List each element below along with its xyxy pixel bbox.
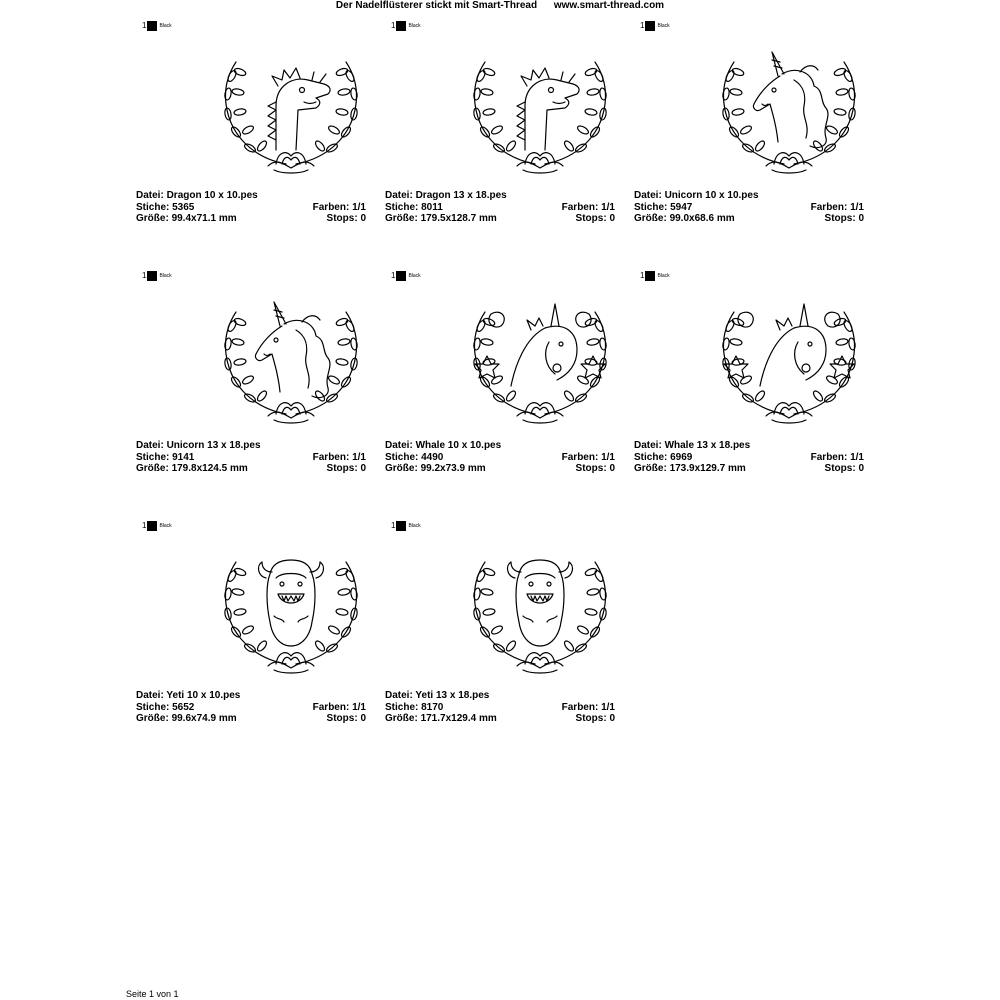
unicorn-icon	[216, 296, 366, 426]
stitch-count: 6969	[670, 451, 693, 463]
color-name: Black	[159, 22, 172, 29]
color-name: Black	[657, 22, 670, 29]
file-name: Whale 10 x 10.pes	[415, 440, 502, 451]
design-card-unicorn-13x18	[136, 270, 366, 485]
color-square	[147, 21, 157, 31]
whale-icon	[714, 296, 864, 426]
color-square	[396, 21, 406, 31]
color-swatch	[391, 270, 421, 282]
stop-count: 0	[858, 213, 864, 224]
design-size: 99.6x74.9 mm	[171, 713, 237, 724]
stop-count: 0	[609, 463, 615, 474]
file-name: Yeti 13 x 18.pes	[415, 690, 490, 701]
file-name: Yeti 10 x 10.pes	[166, 690, 241, 701]
color-square	[147, 521, 157, 531]
color-name: Black	[159, 272, 172, 279]
color-swatch	[391, 520, 421, 532]
color-name: Black	[408, 522, 421, 529]
color-number: 1	[640, 21, 645, 30]
color-count: 1/1	[850, 451, 864, 463]
color-number: 1	[142, 21, 147, 30]
color-number: 1	[391, 521, 396, 530]
color-name: Black	[408, 22, 421, 29]
color-square	[645, 271, 655, 281]
design-info: Datei: Unicorn 10 x 10.pes Stiche: 5947 Farben: 1/1 Größe: 99.0x68.6 mm Stops: 0	[634, 190, 864, 224]
stop-count: 0	[360, 713, 366, 724]
whale-icon	[465, 296, 615, 426]
dragon-icon	[216, 46, 366, 176]
design-size: 171.7x129.4 mm	[420, 713, 497, 724]
color-number: 1	[640, 271, 645, 280]
stitch-count: 4490	[421, 451, 444, 463]
stitch-count: 5652	[172, 701, 195, 713]
design-card-yeti-13x18	[385, 520, 615, 735]
header-url: www.smart-thread.com	[553, 0, 665, 11]
stitch-count: 5365	[172, 201, 195, 213]
design-card-dragon-13x18	[385, 20, 615, 235]
stitch-count: 8011	[421, 201, 443, 213]
color-swatch	[142, 20, 172, 32]
stitch-count: 9141	[172, 451, 195, 463]
design-size: 179.8x124.5 mm	[171, 463, 248, 474]
color-swatch	[640, 20, 670, 32]
page-header	[0, 0, 1000, 12]
file-name: Unicorn 13 x 18.pes	[166, 440, 261, 451]
design-info: Datei: Yeti 13 x 18.pes Stiche: 8170 Farben: 1/1 Größe: 171.7x129.4 mm Stops: 0	[385, 690, 615, 724]
stop-count: 0	[609, 213, 615, 224]
color-count: 1/1	[352, 701, 366, 713]
design-card-whale-10x10	[385, 270, 615, 485]
color-count: 1/1	[601, 701, 615, 713]
color-square	[396, 521, 406, 531]
color-count: 1/1	[352, 201, 366, 213]
design-info: Datei: Yeti 10 x 10.pes Stiche: 5652 Farben: 1/1 Größe: 99.6x74.9 mm Stops: 0	[136, 690, 366, 724]
stop-count: 0	[360, 463, 366, 474]
design-card-dragon-10x10	[136, 20, 366, 235]
stop-count: 0	[360, 213, 366, 224]
stop-count: 0	[609, 713, 615, 724]
unicorn-icon	[714, 46, 864, 176]
file-name: Whale 13 x 18.pes	[664, 440, 751, 451]
design-info: Datei: Dragon 10 x 10.pes Stiche: 5365 Farben: 1/1 Größe: 99.4x71.1 mm Stops: 0	[136, 190, 366, 224]
color-count: 1/1	[601, 201, 615, 213]
dragon-icon	[465, 46, 615, 176]
color-square	[147, 271, 157, 281]
design-size: 179.5x128.7 mm	[420, 213, 497, 224]
design-card-unicorn-10x10	[634, 20, 864, 235]
file-name: Dragon 10 x 10.pes	[166, 190, 258, 201]
color-square	[396, 271, 406, 281]
color-count: 1/1	[352, 451, 366, 463]
design-size: 99.2x73.9 mm	[420, 463, 486, 474]
stitch-count: 5947	[670, 201, 693, 213]
design-size: 173.9x129.7 mm	[669, 463, 746, 474]
color-number: 1	[391, 21, 396, 30]
design-info: Datei: Whale 10 x 10.pes Stiche: 4490 Farben: 1/1 Größe: 99.2x73.9 mm Stops: 0	[385, 440, 615, 474]
color-count: 1/1	[850, 201, 864, 213]
color-count: 1/1	[601, 451, 615, 463]
color-name: Black	[159, 522, 172, 529]
design-info: Datei: Whale 13 x 18.pes Stiche: 6969 Farben: 1/1 Größe: 173.9x129.7 mm Stops: 0	[634, 440, 864, 474]
color-swatch	[142, 520, 172, 532]
stop-count: 0	[858, 463, 864, 474]
design-card-whale-13x18	[634, 270, 864, 485]
color-number: 1	[142, 521, 147, 530]
color-number: 1	[142, 271, 147, 280]
color-name: Black	[657, 272, 670, 279]
stitch-count: 8170	[421, 701, 444, 713]
file-name: Dragon 13 x 18.pes	[415, 190, 507, 201]
page-footer: Seite 1 von 1	[126, 989, 179, 999]
color-swatch	[391, 20, 421, 32]
design-info: Datei: Dragon 13 x 18.pes Stiche: 8011 Farben: 1/1 Größe: 179.5x128.7 mm Stops: 0	[385, 190, 615, 224]
yeti-icon	[216, 546, 366, 676]
design-size: 99.0x68.6 mm	[669, 213, 735, 224]
color-square	[645, 21, 655, 31]
color-swatch	[640, 270, 670, 282]
design-size: 99.4x71.1 mm	[171, 213, 237, 224]
color-swatch	[142, 270, 172, 282]
color-name: Black	[408, 272, 421, 279]
color-number: 1	[391, 271, 396, 280]
design-card-yeti-10x10	[136, 520, 366, 735]
yeti-icon	[465, 546, 615, 676]
file-name: Unicorn 10 x 10.pes	[664, 190, 759, 201]
design-info: Datei: Unicorn 13 x 18.pes Stiche: 9141 Farben: 1/1 Größe: 179.8x124.5 mm Stops: 0	[136, 440, 366, 474]
header-title: Der Nadelflüsterer stickt mit Smart-Thread	[335, 0, 538, 11]
